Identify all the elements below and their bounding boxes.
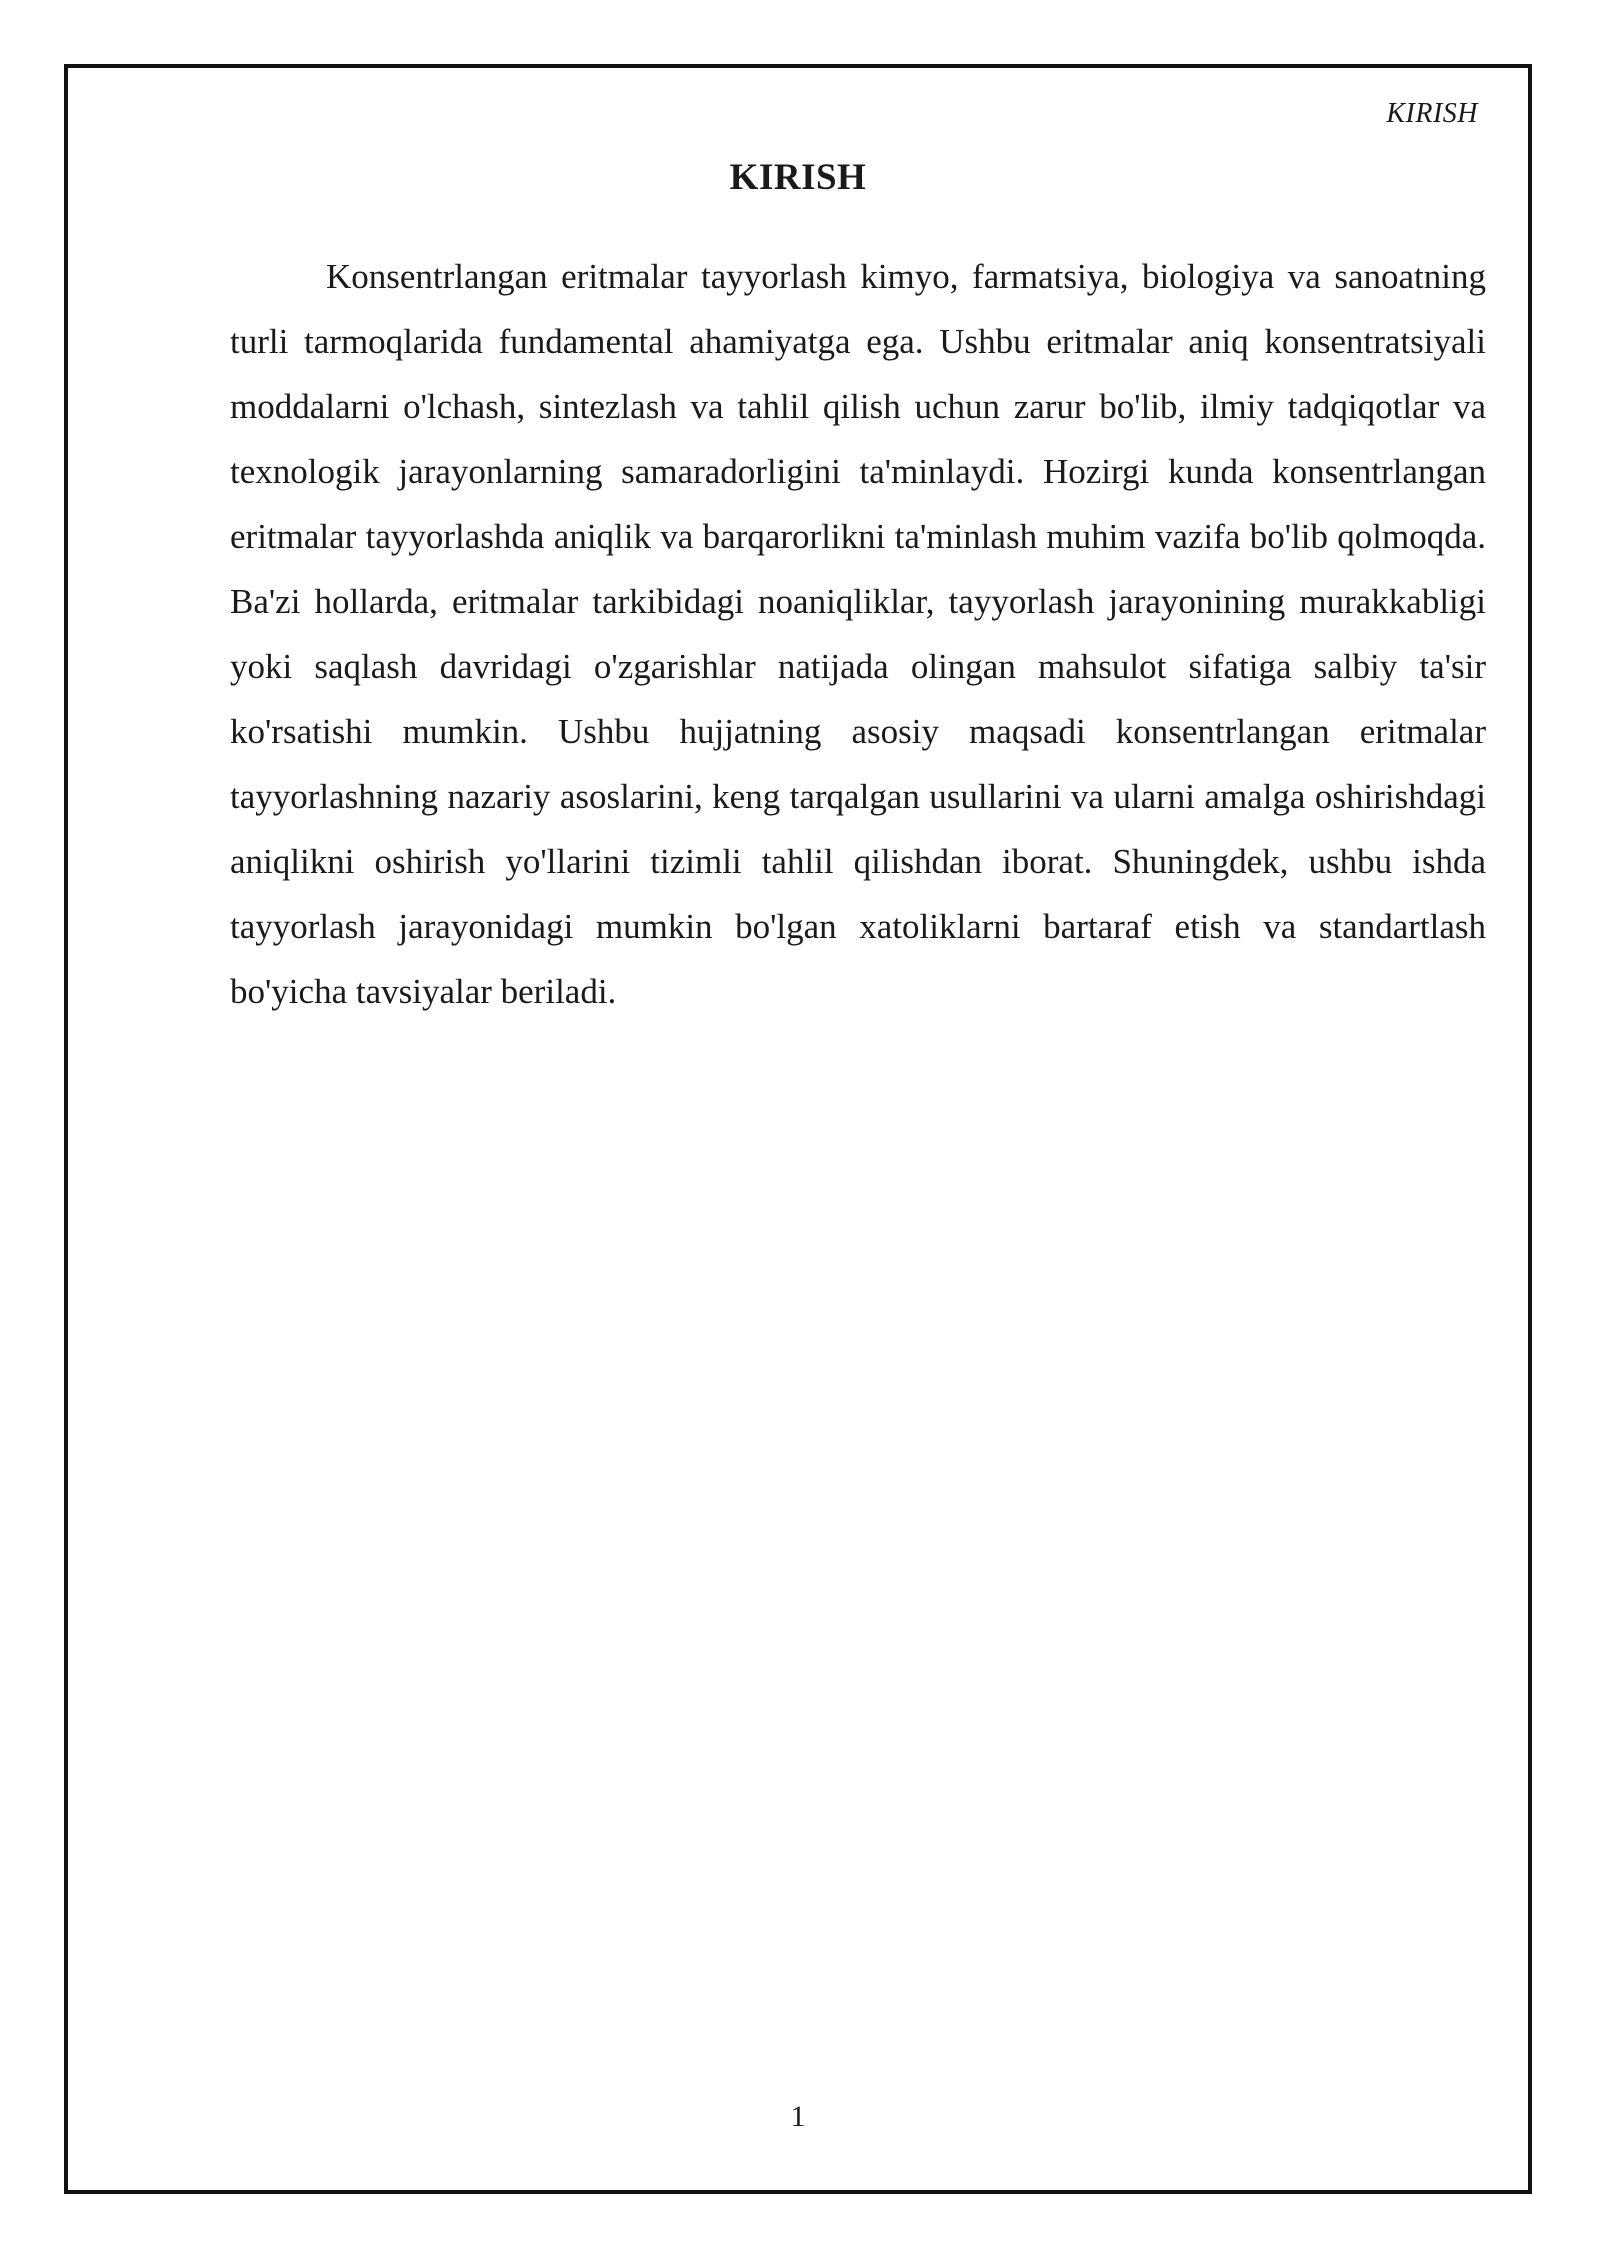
running-header: KIRISH — [1386, 98, 1478, 129]
page-title: KIRISH — [729, 157, 867, 198]
intro-paragraph: Konsentrlangan eritmalar tayyorlash kimyo, farmatsiya, biologiya va sanoatning turli tarmoqlarida fundamental ahamiyatga ega. Ushbu eritmalar aniq konsentratsiyali moddalarni o'lchash, sintezlash va tahlil qilish uchun zarur bo'lib, ilmiy tadqiqotlar va texnologik jarayonlarning samaradorligini ta'minlaydi. Hozirgi kunda konsentrlangan eritmalar tayyorlashda aniqlik va barqarorlikni ta'minlash muhim vazifa bo'lib qolmoqda. Ba'zi hollarda, eritmalar tarkibidagi noaniqliklar, tayyorlash jarayonining murakkabligi yoki saqlash davridagi o'zgarishlar natijada olingan mahsulot sifatiga salbiy ta'sir ko'rsatishi mumkin. Ushbu hujjatning asosiy maqsadi konsentrlangan eritmalar tayyorlashning nazariy asoslarini, keng tarqalgan usullarini va ularni amalga oshirishdagi aniqlikni oshirish yo'llarini tizimli tahlil qilishdan iborat. Shuningdek, ushbu ishda tayyorlash jarayonidagi mumkin bo'lgan xatoliklarni bartaraf etish va standartlash bo'yicha tavsiyalar beriladi. — [230, 257, 1486, 1011]
page-border — [64, 64, 1532, 2194]
page-number: 1 — [790, 2100, 806, 2133]
